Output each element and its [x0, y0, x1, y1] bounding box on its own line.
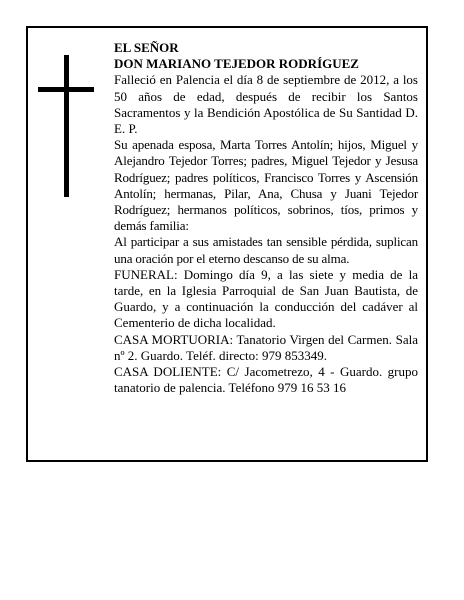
obituary-text-block [114, 40, 418, 396]
family-list: Su apenada esposa, Marta Torres Antolín; hijos, Miguel y Alejandro Tejedor Torres; padres, Miguel Tejedor y Jesusa Rodríguez; padres políticos, Francisco Torres y Ascensión Antolín; hermanas, Pilar, Ana, Chusa y Juani Tejedor Rodríguez; hermanos políticos, sobrinos, tíos, primos y demás familia: [114, 137, 418, 234]
obituary-heading: EL SEÑOR [114, 40, 179, 55]
death-announcement: Falleció en Palencia el día 8 de septiembre de 2012, a los 50 años de edad, después de recibir los Santos Sacramentos y la Bendición Apostólica de Su Santidad D. E. P. [114, 72, 418, 137]
mortuary-details: CASA MORTUORIA: Tanatorio Virgen del Carmen. Sala nº 2. Guardo. Teléf. directo: 979 853349. [114, 331, 418, 363]
cross-vertical-bar [64, 55, 69, 197]
deceased-name: DON MARIANO TEJEDOR RODRÍGUEZ [114, 56, 359, 72]
family-home-details: CASA DOLIENTE: C/ Jacometrezo, 4 - Guardo. grupo tanatorio de palencia. Teléfono 979 16 53 16 [114, 364, 418, 396]
prayer-request: Al participar a sus amistades tan sensible pérdida, suplican una oración por el eterno descanso de su alma. [114, 234, 418, 266]
cross-horizontal-bar [38, 87, 94, 92]
funeral-details: FUNERAL: Domingo día 9, a las siete y media de la tarde, en la Iglesia Parroquial de San Juan Bautista, de Guardo, y a continuación la conducción del cadáver al Cementerio de dicha localidad. [114, 266, 418, 331]
